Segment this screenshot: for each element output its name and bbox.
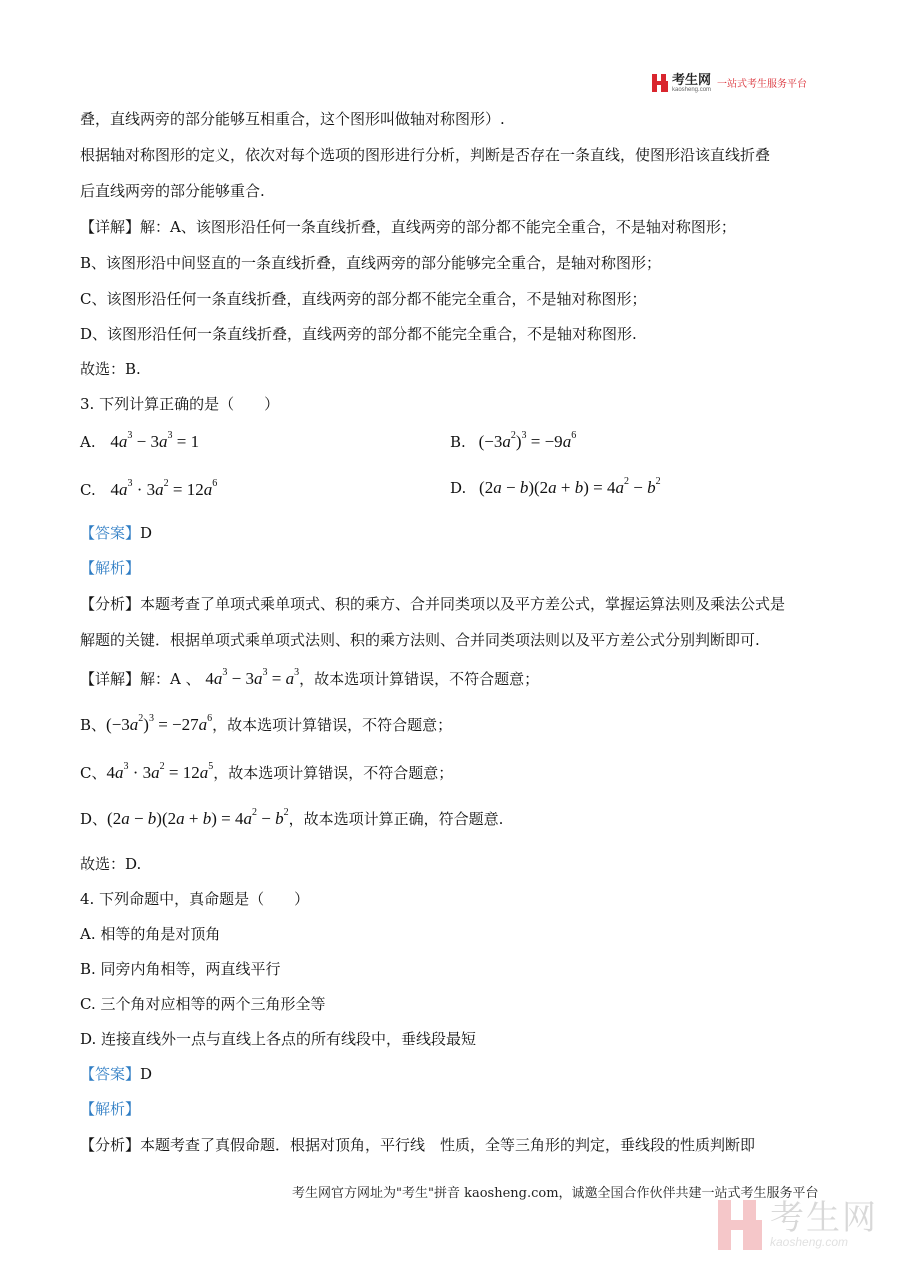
watermark-domain: kaosheng.com	[770, 1235, 849, 1249]
detail-tag: 【详解】	[80, 218, 141, 236]
paragraph-line: 故选：B.	[80, 360, 141, 378]
q3-option-b-formula: $(-3a^2)^3 = -9a^6$	[478, 430, 577, 451]
q3-answer	[80, 522, 152, 543]
q3-detail-b-formula: $(-3a^2)^3 = -27a^6$	[106, 713, 213, 734]
answer-value: D	[140, 524, 153, 542]
q3-option-b: B. $(-3a^2)^3 = -9a^6$	[450, 430, 577, 451]
header-logo	[652, 72, 807, 93]
q3-detail-line-d: D、$(2a - b)(2a + b) = 4a^2 - b^2$，故本选项计算正确，符合题意.	[80, 807, 504, 828]
paragraph-line: 根据轴对称图形的定义，依次对每个选项的图形进行分析，判断是否存在一条直线，使图形沿该直线折叠	[80, 146, 771, 164]
q4-option-a: A. 相等的角是对顶角	[80, 925, 221, 943]
q4-option-d: D. 连接直线外一点与直线上各点的所有线段中，垂线段最短	[80, 1030, 477, 1048]
question-3-title: 3. 下列计算正确的是（ ）	[80, 395, 280, 413]
q4-answer: 【答案】D	[80, 1065, 153, 1083]
paragraph-line: B、该图形沿中间竖直的一条直线折叠，直线两旁的部分能够完全重合，是轴对称图形；	[80, 254, 662, 272]
q3-detail-line-a: 【详解】解：A 、 $4a^3 - 3a^3 = a^3$，故本选项计算错误，不符合题意；	[80, 667, 540, 688]
q3-detail-c-formula: $4a^3 \cdot 3a^2 = 12a^5$	[106, 761, 214, 782]
q4-option-b: B. 同旁内角相等，两直线平行	[80, 960, 281, 978]
q3-detail-line-b: B、$(-3a^2)^3 = -27a^6$，故本选项计算错误，不符合题意；	[80, 713, 453, 734]
paragraph-line	[80, 216, 736, 237]
logo-slogan: 一站式考生服务平台	[717, 79, 808, 90]
q3-detail-d-formula: $(2a - b)(2a + b) = 4a^2 - b^2$	[107, 807, 289, 828]
q3-option-d: D. $(2a - b)(2a + b) = 4a^2 - b^2$	[450, 476, 661, 497]
answer-tag: 【答案】	[80, 524, 141, 542]
paragraph-line: 叠，直线两旁的部分能够互相重合，这个图形叫做轴对称图形）.	[80, 110, 505, 128]
paragraph-line: 后直线两旁的部分能够重合.	[80, 182, 265, 200]
analysis-tag: 【分析】	[80, 595, 141, 613]
question-4-title: 4. 下列命题中，真命题是（ ）	[80, 890, 310, 908]
q3-analysis-heading: 【解析】	[80, 559, 141, 577]
q3-option-d-formula: $(2a - b)(2a + b) = 4a^2 - b^2$	[479, 476, 661, 497]
q4-option-c: C. 三个角对应相等的两个三角形全等	[80, 995, 326, 1013]
paragraph-line: C、该图形沿任何一条直线折叠，直线两旁的部分都不能完全重合，不是轴对称图形；	[80, 290, 647, 308]
q3-analysis-line: 解题的关键．根据单项式乘单项式法则、积的乘方法则、合并同类项法则以及平方差公式分别判断即可.	[80, 631, 760, 649]
logo-name: 考生网	[672, 72, 712, 87]
watermark	[718, 1200, 878, 1250]
q3-detail-line-c: C、$4a^3 \cdot 3a^2 = 12a^5$，故本选项计算错误，不符合题意；	[80, 761, 454, 782]
paragraph-line: D、该图形沿任何一条直线折叠，直线两旁的部分都不能完全重合，不是轴对称图形.	[80, 325, 637, 343]
logo-domain: kaosheng.com	[672, 87, 712, 93]
q3-final: 故选：D.	[80, 855, 142, 873]
watermark-name: 考生网	[770, 1199, 878, 1237]
q3-option-a: A. $4a^3 - 3a^3 = 1$	[80, 430, 200, 451]
q4-analysis-heading: 【解析】	[80, 1100, 141, 1118]
q3-detail-a-formula: $4a^3 - 3a^3 = a^3$	[205, 667, 300, 688]
q3-option-c-formula: $4a^3 \cdot 3a^2 = 12a^6$	[110, 478, 218, 499]
footer-text: 考生网官方网址为"考生"拼音 kaosheng.com，诚邀全国合作伙伴共建一站式考生服务平台	[292, 1186, 819, 1201]
kaosheng-logo-icon	[652, 74, 668, 92]
q3-option-a-formula: $4a^3 - 3a^3 = 1$	[110, 430, 200, 451]
kaosheng-watermark-icon	[718, 1200, 762, 1250]
q4-analysis-line: 【分析】本题考查了真假命题．根据对顶角，平行线 性质，全等三角形的判定，垂线段的性质判断即	[80, 1136, 756, 1154]
q3-analysis-line: 【分析】本题考查了单项式乘单项式、积的乘方、合并同类项以及平方差公式，掌握运算法则及乘法公式是	[80, 595, 786, 613]
q3-option-c: C. $4a^3 \cdot 3a^2 = 12a^6$	[80, 478, 218, 499]
detail-text: 解：A、该图形沿任何一条直线折叠，直线两旁的部分都不能完全重合，不是轴对称图形；	[140, 218, 736, 236]
